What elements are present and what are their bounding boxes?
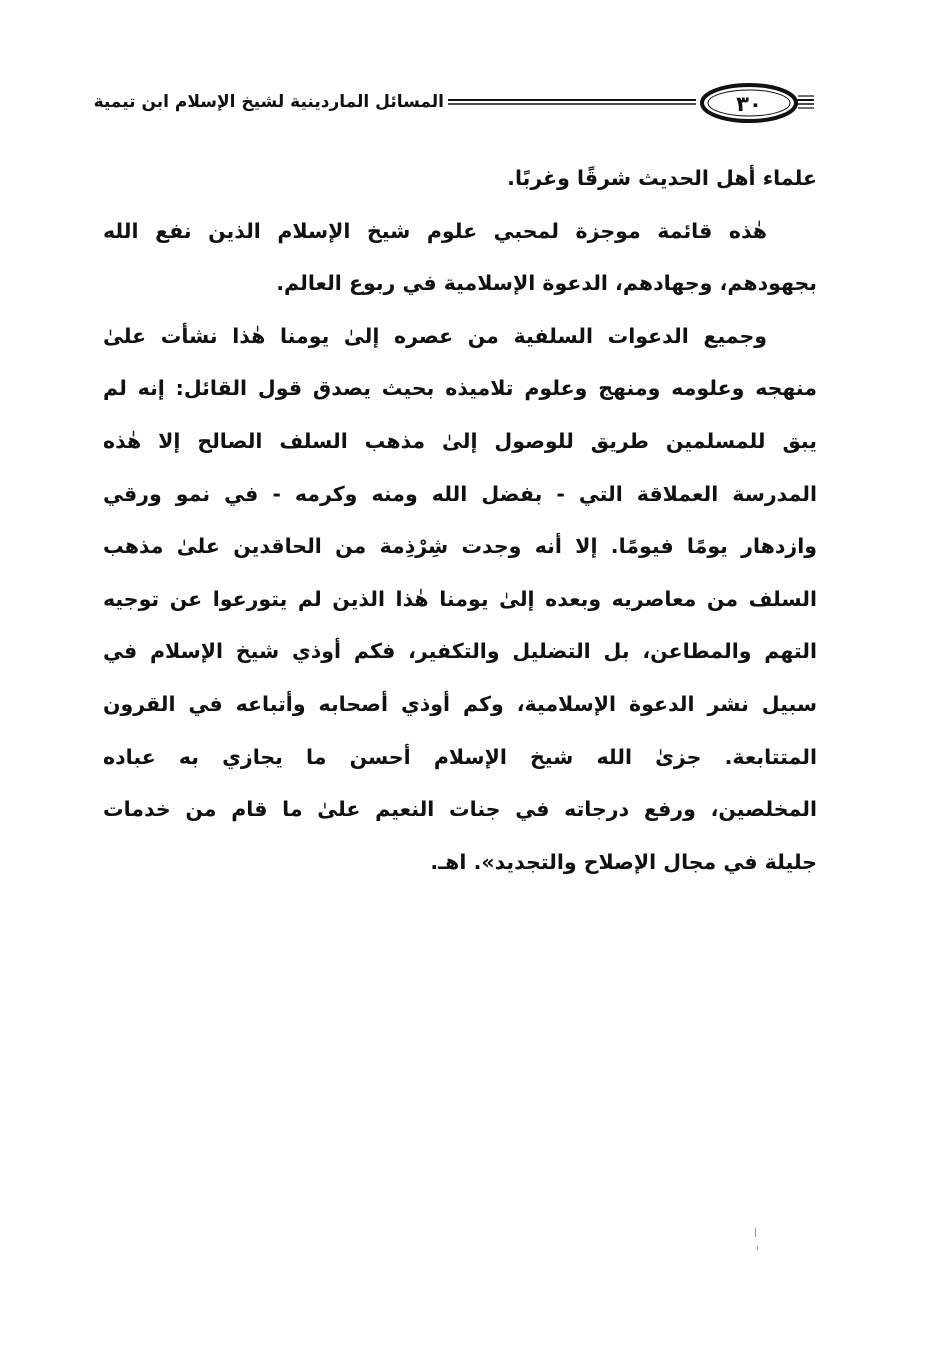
running-header <box>93 78 816 132</box>
body-text <box>103 152 817 888</box>
text-line: وجميع الدعوات السلفية من عصره إلىٰ يومنا هٰذا نشأت علىٰ <box>103 323 767 348</box>
running-header-title: المسائل الماردينية لشيخ الإسلام ابن تيمية <box>90 92 448 112</box>
page-number: ٣٠ <box>736 92 762 116</box>
text-line: المتتابعة. جزىٰ الله شيخ الإسلام أحسن ما يجازي به عباده <box>103 744 817 769</box>
text-line: جليلة في مجال الإصلاح والتجديد». اهـ. <box>430 849 817 874</box>
text-line: علماء أهل الحديث شرقًا وغربًا. <box>507 166 817 190</box>
text-line: منهجه وعلومه ومنهج وعلوم تلاميذه بحيث يصدق قول القائل: إنه لم <box>103 376 817 401</box>
text-line: المخلصين، ورفع درجاته في جنات النعيم علىٰ ما قام من خدمات <box>103 797 817 822</box>
text-line: يبق للمسلمين طريق للوصول إلىٰ مذهب السلف الصالح إلا هٰذه <box>103 428 817 453</box>
text-line: وازدهار يومًا فيومًا. إلا أنه وجدت شِرْذِمة من الحاقدين علىٰ مذهب <box>103 534 817 559</box>
scan-speck <box>757 1246 758 1250</box>
scan-speck <box>755 1228 756 1237</box>
text-line: التهم والمطاعن، بل التضليل والتكفير، فكم أوذي شيخ الإسلام في <box>103 639 817 664</box>
text-line: هٰذه قائمة موجزة لمحبي علوم شيخ الإسلام الذين نفع الله <box>103 218 767 243</box>
text-line: بجهودهم، وجهادهم، الدعوة الإسلامية في ربوع العالم. <box>276 271 817 296</box>
text-line: المدرسة العملاقة التي - بفضل الله ومنه وكرمه - في نمو ورقي <box>103 481 817 506</box>
text-line: السلف من معاصريه وبعده إلىٰ يومنا هٰذا الذين لم يتورعوا عن توجيه <box>103 586 817 611</box>
text-line: سبيل نشر الدعوة الإسلامية، وكم أوذي أصحابه وأتباعه في القرون <box>103 691 817 716</box>
